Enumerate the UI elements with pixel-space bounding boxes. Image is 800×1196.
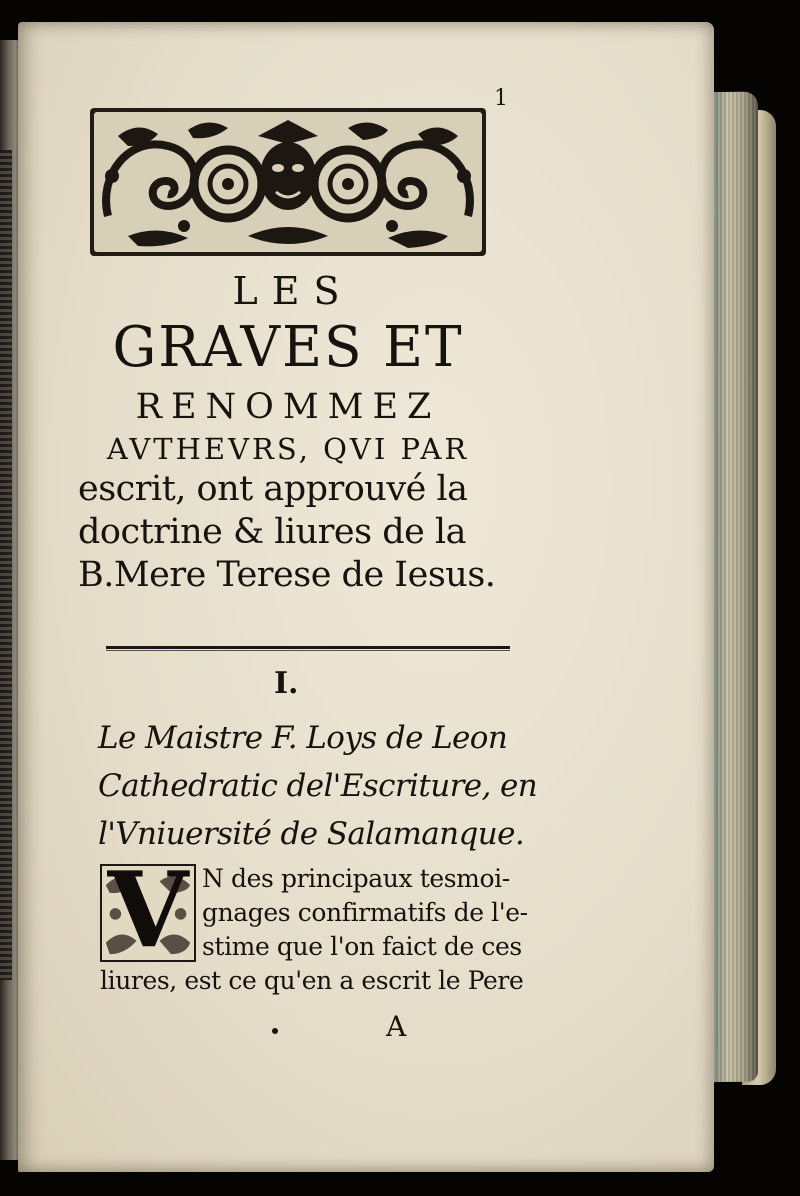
author-heading xyxy=(98,714,538,858)
title-line-mere-terese: B.Mere Terese de Iesus. xyxy=(78,555,496,595)
paragraph-line: gnages confirmatifs de l'e- xyxy=(202,898,528,927)
title-line-autheurs: AVTHEVRS, QVI PAR xyxy=(106,432,470,466)
paragraph-indented xyxy=(202,862,528,964)
section-number: I. xyxy=(274,666,299,701)
drop-cap xyxy=(100,864,196,962)
horizontal-rule xyxy=(106,646,510,649)
author-heading-line: Le Maistre F. Loys de Leon xyxy=(98,720,508,756)
paragraph-line: stime que l'on faict de ces xyxy=(202,932,522,961)
title-line-les: LES xyxy=(232,269,354,313)
title-block xyxy=(78,258,498,593)
title-line-doctrine: doctrine & liures de la xyxy=(78,512,466,552)
book-page xyxy=(18,22,714,1172)
title-line-graves: GRAVES ET xyxy=(112,315,464,380)
signature-mark: A xyxy=(386,1010,407,1043)
author-heading-line: Cathedratic del'Escriture, en xyxy=(98,768,538,804)
page-number: 1 xyxy=(494,86,508,111)
drop-cap-letter: V xyxy=(107,864,189,962)
title-line-escrit: escrit, ont approuvé la xyxy=(78,469,468,509)
paragraph-line-full: liures, est ce qu'en a escrit le Pere xyxy=(100,966,524,995)
ornamental-headpiece-icon xyxy=(88,106,488,258)
author-heading-line: l'Vniuersité de Salamanque. xyxy=(98,816,525,852)
signature-dot xyxy=(272,1028,278,1034)
title-line-renommez: RENOMMEZ xyxy=(135,387,441,427)
previous-page-print-edge xyxy=(0,150,12,980)
paragraph-line: N des principaux tesmoi- xyxy=(202,864,510,893)
